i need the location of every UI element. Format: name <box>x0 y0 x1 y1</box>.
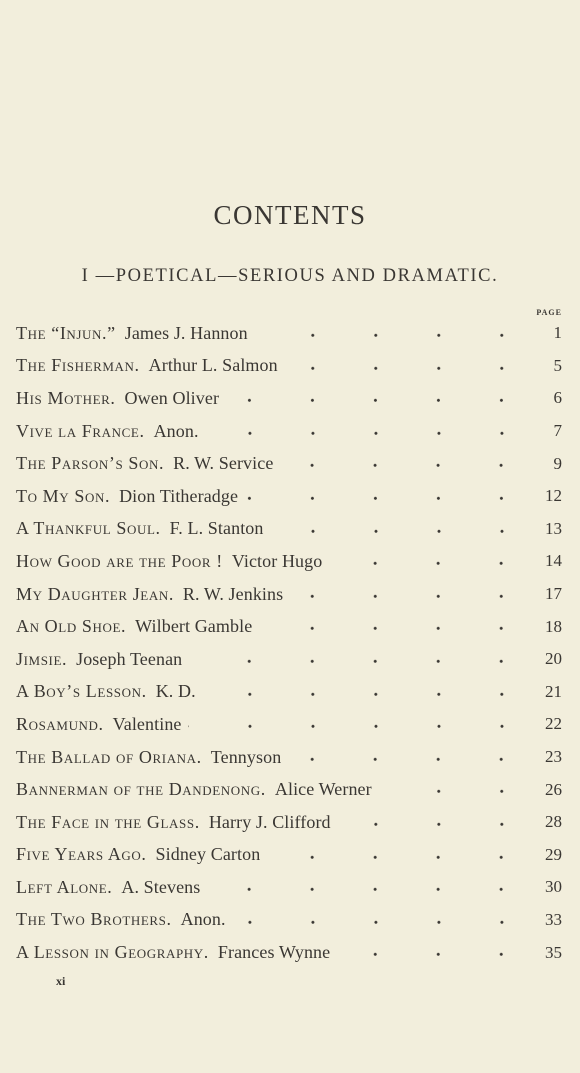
toc-entry <box>16 839 562 872</box>
entry-page: 18 <box>545 616 562 636</box>
entry-page: 22 <box>545 714 562 734</box>
dot-leader <box>225 382 528 415</box>
dot-leader <box>244 480 528 513</box>
entry-author: Frances Wynne <box>217 942 331 963</box>
entry-author: Victor Hugo <box>231 550 323 571</box>
dot-leader <box>188 643 528 676</box>
toc-entry <box>16 350 562 383</box>
entry-title: Five Years Ago. <box>16 844 147 865</box>
entry-title: Vive la France. <box>16 420 145 441</box>
dot-leader <box>254 317 528 350</box>
dot-leader <box>270 513 529 546</box>
entry-author: F. L. Stanton <box>169 518 264 539</box>
toc-entry <box>16 545 562 578</box>
entry-title: To My Son. <box>16 485 111 506</box>
entry-title: My Daughter Jean. <box>16 583 174 604</box>
dot-leader <box>202 676 528 709</box>
entry-author: Valentine <box>112 713 182 734</box>
toc-entry <box>16 871 562 904</box>
entry-page: 26 <box>545 779 562 799</box>
dot-leader <box>378 773 528 806</box>
toc-entry <box>16 806 562 839</box>
dot-leader <box>289 578 528 611</box>
toc-entry <box>16 643 562 676</box>
toc-entry <box>16 610 562 643</box>
dot-leader <box>206 871 528 904</box>
page-title: CONTENTS <box>213 200 367 230</box>
entry-page: 7 <box>553 421 562 441</box>
entry-title: The Parson’s Son. <box>16 453 165 474</box>
entry-page: 30 <box>545 877 562 897</box>
entry-title: The “Injun.” <box>16 322 116 343</box>
toc-entry <box>16 904 562 937</box>
entry-page: 12 <box>545 486 562 506</box>
entry-page: 9 <box>553 453 562 473</box>
entry-author: Owen Oliver <box>124 387 220 408</box>
dot-leader <box>284 350 528 383</box>
page-folio: xi <box>56 974 66 988</box>
dot-leader <box>188 708 528 741</box>
entry-page: 5 <box>553 355 562 375</box>
entry-page: 28 <box>545 812 562 832</box>
toc-entry <box>16 317 562 350</box>
section-heading: I —POETICAL—SERIOUS AND DRAMATIC. <box>81 266 499 286</box>
entry-author: Harry J. Clifford <box>208 811 331 832</box>
entry-author: Anon. <box>153 420 199 441</box>
toc-list <box>16 317 562 969</box>
dot-leader <box>266 839 528 872</box>
entry-page: 23 <box>545 747 562 767</box>
toc-entry <box>16 513 562 546</box>
entry-author: Sidney Carton <box>155 844 261 865</box>
entry-title: A Lesson in Geography. <box>16 942 209 963</box>
toc-entry <box>16 578 562 611</box>
entry-page: 17 <box>545 584 562 604</box>
entry-title: The Two Brothers. <box>16 909 172 930</box>
entry-author: Anon. <box>180 909 226 930</box>
dot-leader <box>287 741 528 774</box>
dot-leader <box>232 904 528 937</box>
toc-entry <box>16 415 562 448</box>
toc-entry <box>16 676 562 709</box>
entry-title: A Boy’s Lesson. <box>16 681 147 702</box>
entry-title: Rosamund. <box>16 713 104 734</box>
dot-leader <box>205 415 528 448</box>
entry-title: A Thankful Soul. <box>16 518 161 539</box>
toc-entry <box>16 447 562 480</box>
entry-title: How Good are the Poor ! <box>16 550 223 571</box>
entry-page: 1 <box>553 323 562 343</box>
entry-title: The Ballad of Oriana. <box>16 746 202 767</box>
toc-entry <box>16 382 562 415</box>
page-column-label: PAGE <box>536 308 562 317</box>
toc-entry <box>16 480 562 513</box>
toc-entry <box>16 936 562 969</box>
entry-author: Tennyson <box>210 746 282 767</box>
entry-author: Alice Werner <box>274 779 372 800</box>
entry-author: R. W. Service <box>173 453 274 474</box>
dot-leader <box>279 447 528 480</box>
dot-leader <box>258 610 528 643</box>
entry-page: 14 <box>545 551 562 571</box>
entry-page: 6 <box>553 388 562 408</box>
entry-page: 35 <box>545 942 562 962</box>
entry-page: 21 <box>545 681 562 701</box>
entry-author: R. W. Jenkins <box>182 583 284 604</box>
entry-page: 13 <box>545 518 562 538</box>
entry-author: A. Stevens <box>121 876 201 897</box>
dot-leader <box>328 545 528 578</box>
entry-author: Arthur L. Salmon <box>148 355 278 376</box>
dot-leader <box>337 806 528 839</box>
entry-title: An Old Shoe. <box>16 616 127 637</box>
entry-author: Dion Titheradge <box>119 485 239 506</box>
entry-title: Jimsie. <box>16 648 68 669</box>
dot-leader <box>336 936 528 969</box>
entry-title: His Mother. <box>16 387 116 408</box>
entry-page: 29 <box>545 844 562 864</box>
entry-author: Wilbert Gamble <box>135 616 253 637</box>
entry-page: 20 <box>545 649 562 669</box>
toc-entry <box>16 773 562 806</box>
entry-author: K. D. <box>155 681 196 702</box>
entry-author: James J. Hannon <box>124 322 248 343</box>
entry-title: The Fisherman. <box>16 355 140 376</box>
entry-title: The Face in the Glass. <box>16 811 200 832</box>
entry-author: Joseph Teenan <box>76 648 183 669</box>
entry-title: Bannerman of the Dandenong. <box>16 779 266 800</box>
toc-entry <box>16 708 562 741</box>
toc-entry <box>16 741 562 774</box>
entry-title: Left Alone. <box>16 876 113 897</box>
entry-page: 33 <box>545 909 562 929</box>
